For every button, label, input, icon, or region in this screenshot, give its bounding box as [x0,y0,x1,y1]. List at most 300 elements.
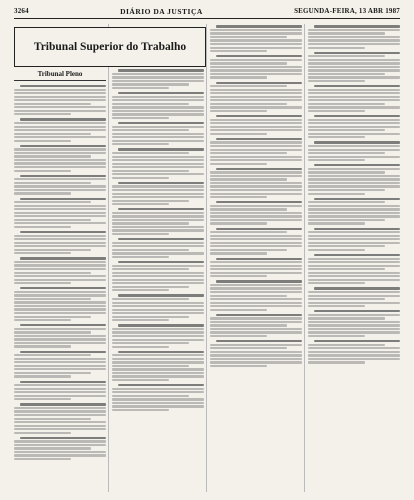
text-line [210,287,302,289]
text-line [112,233,169,235]
text-line [14,335,106,337]
text-line [308,314,400,316]
text-line [314,115,400,117]
text-line [210,69,302,71]
text-line [308,168,400,170]
text-line [118,148,204,150]
text-line [14,316,91,318]
text-line [210,354,302,356]
text-line [308,302,400,304]
text-line [112,372,204,374]
text-line [14,331,91,333]
text-line [308,347,400,349]
text-line [210,324,287,326]
text-line [308,171,385,173]
column-body [14,85,106,460]
text-line [210,99,302,101]
text-line [14,261,106,263]
text-line [210,39,302,41]
text-line [118,324,204,326]
text-block [308,25,400,48]
text-line [210,268,302,270]
text-line [112,229,204,231]
text-line [14,99,106,101]
text-line [210,335,267,337]
text-line [210,265,302,267]
text-line [308,331,400,333]
text-line [14,428,106,430]
text-line [118,294,204,296]
text-line [14,345,71,347]
text-line [14,159,106,161]
text-block [308,228,400,251]
text-line [308,29,400,31]
text-line [210,92,302,94]
text-line [210,59,302,61]
text-line [308,69,400,71]
text-block [14,381,106,401]
text-line [14,113,71,115]
text-line [314,85,400,87]
text-line [308,189,385,191]
text-block [210,82,302,112]
text-line [112,196,204,198]
text-line [14,133,91,135]
header-rule [14,18,400,19]
text-block [210,201,302,224]
text-line [210,215,302,217]
text-line [112,302,204,304]
text-line [14,319,71,321]
text-line [210,321,302,323]
text-line [210,196,267,198]
text-block [112,148,204,178]
text-line [112,242,204,244]
text-line [20,231,106,233]
text-line [308,47,365,49]
text-line [14,192,71,194]
text-line [308,335,365,337]
text-line [314,287,400,289]
text-block [112,384,204,411]
text-line [210,149,302,151]
text-line [112,409,169,411]
text-block [14,403,106,433]
text-block [210,340,302,367]
text-line [210,358,302,360]
text-line [20,118,106,120]
text-line [112,129,189,131]
text-block [308,310,400,337]
text-line [308,201,385,203]
text-line [216,340,302,342]
text-line [308,39,400,41]
text-line [308,133,400,135]
text-line [210,89,302,91]
text-line [14,182,91,184]
text-line [210,159,302,161]
text-line [210,298,302,300]
text-block [112,261,204,291]
text-block [14,175,106,195]
text-line [14,361,106,363]
text-line [14,294,106,296]
text-line [112,298,189,300]
text-block [308,198,400,225]
text-line [112,346,169,348]
text-line [308,231,400,233]
text-line [118,92,204,94]
text-line [14,425,106,427]
text-line [308,62,400,64]
text-line [112,275,204,277]
text-line [20,145,106,147]
text-line [308,73,385,75]
text-line [112,342,189,344]
text-block [14,145,106,172]
text-line [216,201,302,203]
text-line [308,99,400,101]
text-line [308,258,400,260]
text-line [308,212,400,214]
text-line [210,185,302,187]
text-line [14,103,91,105]
text-line [112,152,189,154]
text-line [112,87,169,89]
text-line [14,166,106,168]
text-line [314,340,400,342]
column-body [112,69,204,411]
text-line [14,432,71,434]
text-line [20,257,106,259]
text-line [14,358,106,360]
text-line [14,298,91,300]
text-block [210,280,302,310]
text-line [210,238,302,240]
text-line [308,219,385,221]
text-line [210,351,302,353]
text-line [210,32,302,34]
text-line [14,252,71,254]
text-line [210,328,302,330]
text-line [14,410,106,412]
text-line [14,395,106,397]
text-line [308,361,365,363]
text-line [112,265,204,267]
text-block [14,85,106,115]
text-line [118,182,204,184]
text-line [308,136,365,138]
text-line [20,351,106,353]
text-line [112,388,204,390]
text-block [14,198,106,228]
issue-date: SEGUNDA-FEIRA, 13 ABR 1987 [294,7,400,15]
text-line [112,219,204,221]
text-line [20,381,106,383]
text-line [308,298,385,300]
text-block [308,52,400,82]
text-line [210,275,267,277]
text-line [210,261,302,263]
text-line [210,331,302,333]
text-line [210,249,287,251]
text-line [112,159,204,161]
text-line [210,242,302,244]
text-line [216,138,302,140]
text-block [14,287,106,321]
text-line [308,268,385,270]
text-block [308,287,400,307]
text-line [308,295,400,297]
text-line [308,156,400,158]
text-line [308,208,400,210]
text-block [14,437,106,460]
text-line [308,59,400,61]
text-line [14,398,71,400]
text-line [14,354,91,356]
text-line [112,156,204,158]
text-line [118,261,204,263]
text-line [112,391,204,393]
text-line [308,66,400,68]
text-block [210,25,302,52]
text-line [314,52,400,54]
text-line [210,29,302,31]
text-line [14,136,106,138]
text-line [112,203,169,205]
text-line [112,305,204,307]
text-block [14,231,106,254]
text-line [14,312,106,314]
text-line [14,238,106,240]
text-line [112,133,204,135]
text-line [14,305,106,307]
text-line [14,110,106,112]
text-line [210,291,302,293]
text-line [14,152,106,154]
text-line [112,136,204,138]
text-line [308,103,385,105]
text-line [14,342,106,344]
text-line [14,384,106,386]
text-line [112,282,204,284]
text-line [14,162,106,164]
text-line [210,231,287,233]
text-line [112,379,169,381]
text-line [14,328,106,330]
text-line [308,182,400,184]
text-line [20,287,106,289]
text-line [14,372,91,374]
text-line [308,92,400,94]
text-line [210,284,302,286]
text-line [112,319,169,321]
text-line [14,215,106,217]
text-block [14,118,106,141]
text-line [112,185,204,187]
text-line [210,344,302,346]
text-line [308,145,400,147]
text-line [112,316,189,318]
text-line [308,245,385,247]
text-line [14,122,106,124]
text-line [20,175,106,177]
text-line [14,245,106,247]
text-line [14,407,106,409]
text-line [112,339,204,341]
text-line [308,272,400,274]
text-line [112,289,169,291]
text-line [112,272,204,274]
text-line [308,80,365,82]
text-line [112,279,204,281]
text-line [216,115,302,117]
text-line [14,235,106,237]
text-line [14,178,106,180]
text-line [308,110,365,112]
text-line [14,458,71,460]
text-line [14,451,106,453]
text-line [14,185,106,187]
text-block [210,115,302,135]
text-line [14,249,91,251]
text-line [112,110,204,112]
text-line [308,321,400,323]
text-block [308,85,400,112]
text-line [216,168,302,170]
text-line [14,272,91,274]
text-line [210,36,287,38]
publication-name: DIÁRIO DA JUSTIÇA [120,6,203,16]
text-line [112,331,204,333]
running-head [14,5,400,17]
text-line [14,208,106,210]
text-line [308,305,365,307]
text-block [308,115,400,138]
text-line [112,226,204,228]
text-block [112,351,204,381]
text-line [308,215,400,217]
column-body [308,25,400,363]
text-block [308,164,400,194]
text-line [210,235,302,237]
text-line [308,126,400,128]
text-line [210,47,302,49]
text-line [308,249,365,251]
text-line [210,212,302,214]
text-block [112,92,204,119]
text-line [14,170,71,172]
text-block [112,69,204,89]
text-line [210,252,267,254]
text-line [14,140,71,142]
text-line [14,89,106,91]
text-line [216,258,302,260]
text-line [210,182,302,184]
text-line [112,215,204,217]
text-line [210,245,302,247]
text-line [216,228,302,230]
text-line [210,152,287,154]
column-2 [112,24,204,492]
text-line [118,351,204,353]
text-line [210,295,287,297]
text-line [308,175,400,177]
text-line [308,317,385,319]
text-line [112,375,204,377]
text-line [112,358,204,360]
text-line [112,126,204,128]
text-line [308,193,365,195]
text-block [210,258,302,278]
text-line [210,272,302,274]
text-line [112,249,189,251]
column-1 [14,24,106,492]
text-line [112,405,204,407]
text-line [112,402,204,404]
text-line [14,454,106,456]
text-line [308,222,365,224]
text-line [308,279,400,281]
text-line [308,242,400,244]
text-line [14,212,106,214]
text-line [118,384,204,386]
text-line [314,254,400,256]
text-line [118,69,204,71]
text-line [210,66,302,68]
subheading: Tribunal Pleno [14,70,106,81]
column-divider [206,24,207,492]
text-line [210,178,287,180]
text-line [210,317,302,319]
text-line [14,421,106,423]
text-line [210,365,267,367]
text-line [20,403,106,405]
text-line [112,193,204,195]
text-line [112,177,169,179]
text-line [210,222,267,224]
text-line [308,358,400,360]
text-line [210,126,302,128]
text-line [20,437,106,439]
text-block [112,208,204,235]
text-line [210,103,287,105]
text-block [112,238,204,258]
text-line [14,155,91,157]
text-line [210,208,287,210]
text-line [112,309,204,311]
text-line [210,96,302,98]
text-line [112,268,189,270]
text-line [14,365,106,367]
text-line [308,129,385,131]
text-line [20,85,106,87]
text-line [308,122,400,124]
text-line [308,89,400,91]
text-line [14,447,91,449]
text-line [14,388,106,390]
text-line [308,238,400,240]
text-line [210,189,302,191]
text-line [308,351,400,353]
text-block [14,324,106,347]
text-block [210,228,302,255]
text-line [210,309,267,311]
text-line [308,106,400,108]
text-line [308,159,365,161]
text-line [14,391,106,393]
text-line [112,140,204,142]
